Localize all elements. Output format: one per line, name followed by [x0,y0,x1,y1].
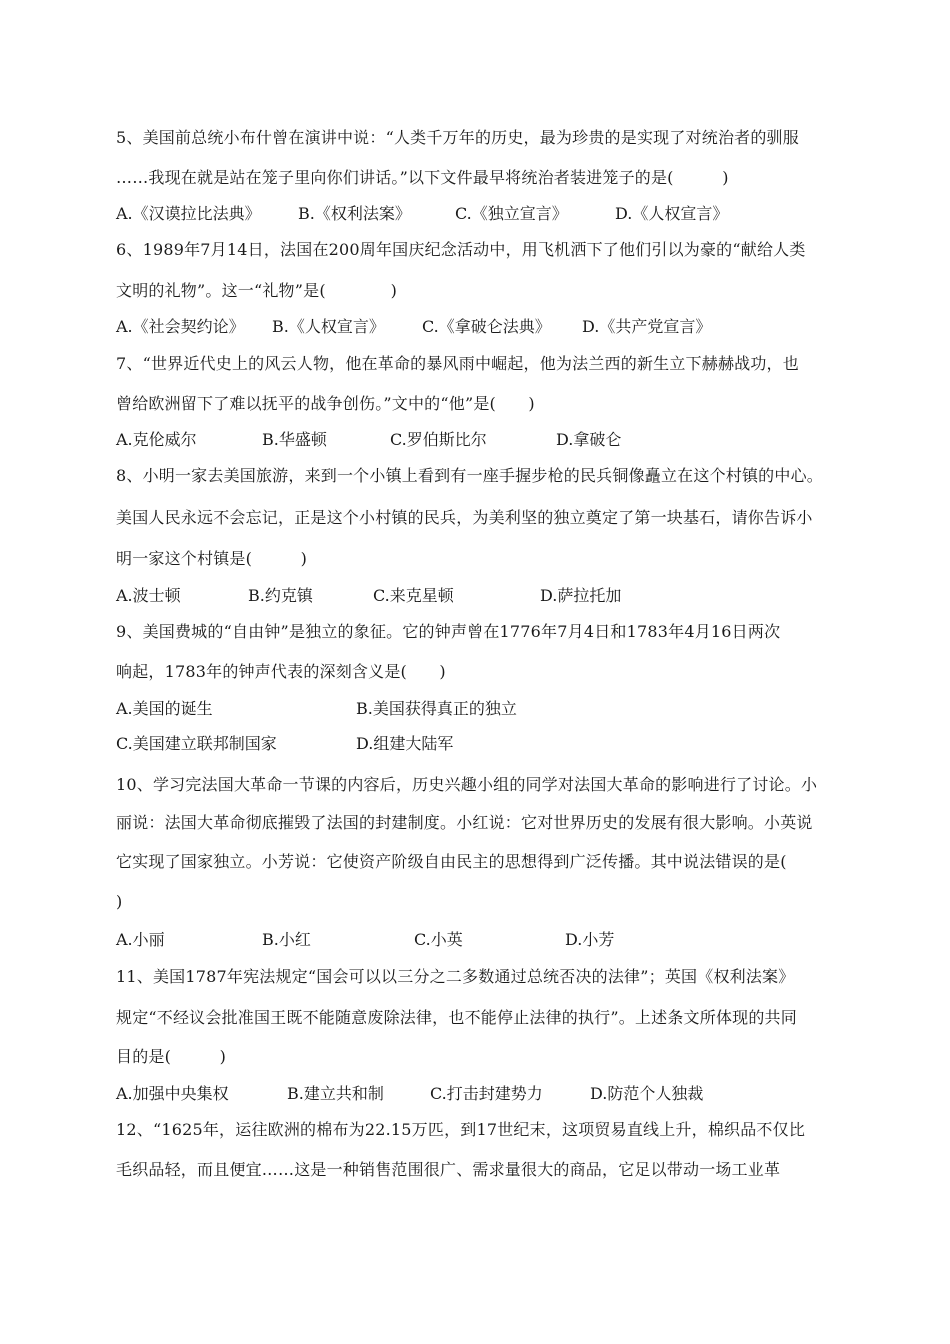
q8-option-b: B.约克镇 [248,586,313,605]
q5-stem-line2: ……我现在就是站在笼子里向你们讲话。”以下文件最早将统治者装进笼子的是( ) [116,168,729,187]
q5-option-b: B.《权利法案》 [298,204,411,223]
q7-stem-line2: 曾给欧洲留下了难以抚平的战争创伤。”文中的“他”是( ) [116,394,535,413]
q10-option-a: A.小丽 [116,930,165,949]
q11-option-b: B.建立共和制 [287,1084,384,1103]
q5-option-d: D.《人权宣言》 [615,204,729,223]
q9-option-d: D.组建大陆军 [356,734,454,753]
q11-option-a: A.加强中央集权 [116,1084,229,1103]
q10-option-c: C.小英 [414,930,463,949]
q7-option-d: D.拿破仑 [556,430,622,449]
q5-stem-line1: 5、美国前总统小布什曾在演讲中说：“人类千万年的历史，最为珍贵的是实现了对统治者的驯服 [116,128,799,147]
q10-stem-line1: 10、学习完法国大革命一节课的内容后，历史兴趣小组的同学对法国大革命的影响进行了讨论。小 [116,775,818,794]
q11-stem-line1: 11、美国1787年宪法规定“国会可以以三分之二多数通过总统否决的法律”；英国《权利法案》 [116,967,795,986]
q9-stem-line1: 9、美国费城的“自由钟”是独立的象征。它的钟声曾在1776年7月4日和1783年4月16日两次 [116,622,781,641]
q9-option-a: A.美国的诞生 [116,699,213,718]
q7-stem-line1: 7、“世界近代史上的风云人物，他在革命的暴风雨中崛起，他为法兰西的新生立下赫赫战功，也 [116,354,799,373]
q10-stem-line3: 它实现了国家独立。小芳说：它使资产阶级自由民主的思想得到广泛传播。其中说法错误的是( [116,852,787,871]
q8-stem-line3: 明一家这个村镇是( ) [116,549,308,568]
q11-stem-line2: 规定“不经议会批准国王既不能随意废除法律，也不能停止法律的执行”。上述条文所体现的共同 [116,1008,797,1027]
q7-option-c: C.罗伯斯比尔 [390,430,487,449]
q12-stem-line1: 12、“1625年，运往欧洲的棉布为22.15万匹，到17世纪末，这项贸易直线上升，棉织品不仅比 [116,1120,806,1139]
q9-stem-line2: 响起，1783年的钟声代表的深刻含义是( ) [116,662,446,681]
q5-option-a: A.《汉谟拉比法典》 [116,204,261,223]
q7-option-a: A.克伦威尔 [116,430,197,449]
q6-option-d: D.《共产党宣言》 [582,317,712,336]
q6-stem-line1: 6、1989年7月14日，法国在200周年国庆纪念活动中，用飞机洒下了他们引以为豪的“献给人类 [116,240,806,259]
q11-stem-line3: 目的是( ) [116,1047,227,1066]
q10-stem-line2: 丽说：法国大革命彻底摧毁了法国的封建制度。小红说：它对世界历史的发展有很大影响。小英说 [116,813,813,832]
q11-option-c: C.打击封建势力 [430,1084,543,1103]
q5-option-c: C.《独立宣言》 [455,204,568,223]
q6-option-b: B.《人权宣言》 [272,317,385,336]
q9-option-b: B.美国获得真正的独立 [356,699,517,718]
q12-stem-line2: 毛织品轻，而且便宜……这是一种销售范围很广、需求量很大的商品，它足以带动一场工业革 [116,1160,781,1179]
q11-option-d: D.防范个人独裁 [590,1084,704,1103]
q9-option-c: C.美国建立联邦制国家 [116,734,277,753]
q10-option-d: D.小芳 [565,930,615,949]
q10-option-b: B.小红 [262,930,311,949]
q6-option-c: C.《拿破仑法典》 [422,317,551,336]
q8-option-a: A.波士顿 [116,586,181,605]
q6-option-a: A.《社会契约论》 [116,317,245,336]
q8-option-d: D.萨拉托加 [540,586,622,605]
q6-stem-line2: 文明的礼物”。这一“礼物”是( ) [116,281,398,300]
q8-stem-line1: 8、小明一家去美国旅游，来到一个小镇上看到有一座手握步枪的民兵铜像矗立在这个村镇的中心。 [116,466,823,485]
q8-option-c: C.来克星顿 [373,586,454,605]
q10-stem-line4: ) [116,892,123,911]
q7-option-b: B.华盛顿 [262,430,327,449]
q8-stem-line2: 美国人民永远不会忘记，正是这个小村镇的民兵，为美利坚的独立奠定了第一块基石，请你告诉小 [116,508,813,527]
